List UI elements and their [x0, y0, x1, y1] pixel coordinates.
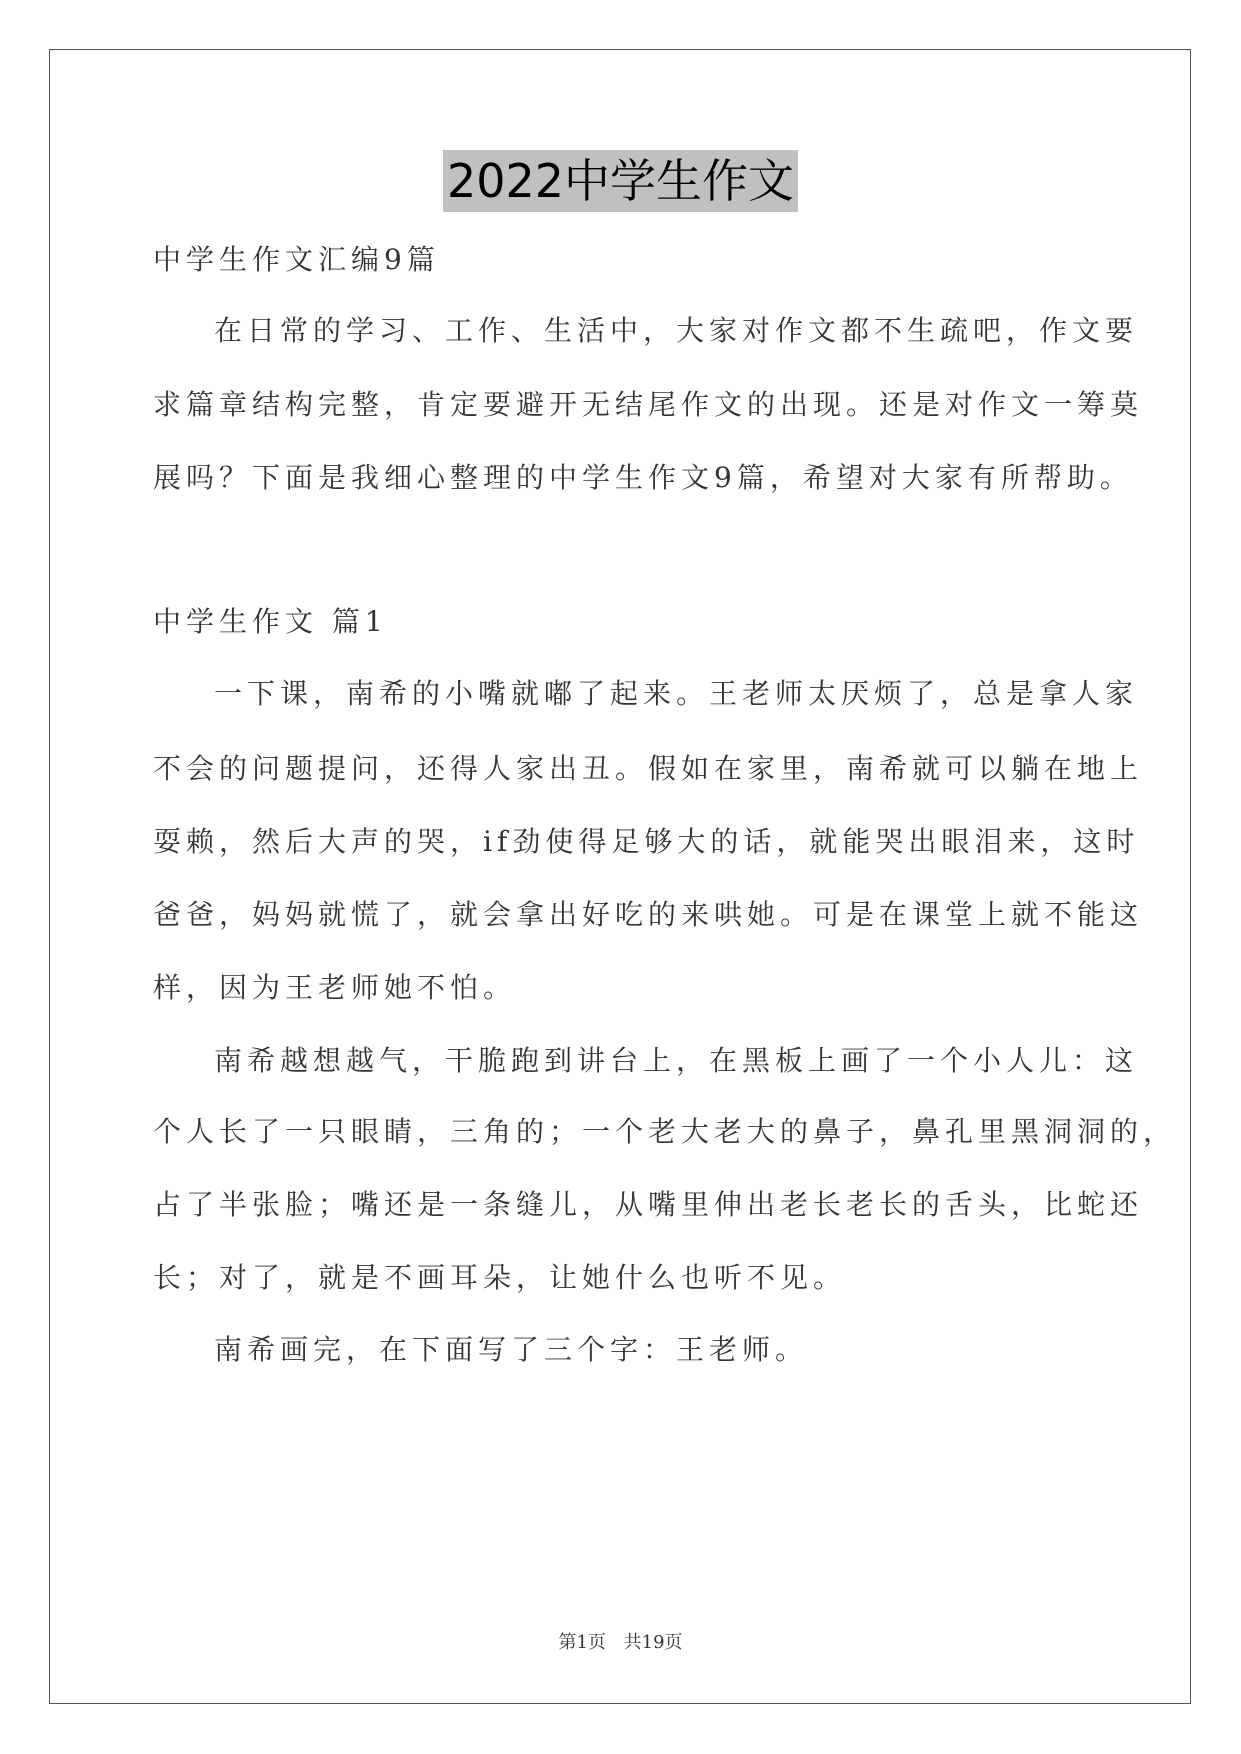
- document-title: 2022中学生作文: [443, 150, 798, 212]
- body-line: 南希画完，在下面写了三个字：王老师。: [214, 1333, 809, 1366]
- body-line: 不会的问题提问，还得人家出丑。假如在家里，南希就可以躺在地上: [153, 752, 1144, 785]
- intro-line: 在日常的学习、工作、生活中，大家对作文都不生疏吧，作文要: [214, 314, 1139, 347]
- collection-heading: 中学生作文汇编9篇: [153, 243, 440, 276]
- body-line: 个人长了一只眼睛，三角的；一个老大老大的鼻子，鼻孔里黑洞洞的，: [153, 1115, 1177, 1148]
- title-container: [0, 150, 1241, 212]
- body-line: 长；对了，就是不画耳朵，让她什么也听不见。: [153, 1261, 847, 1294]
- body-line: 南希越想越气，干脆跑到讲台上，在黑板上画了一个小人儿：这: [214, 1044, 1139, 1077]
- body-line: 样，因为王老师她不怕。: [153, 971, 517, 1004]
- page-total: 共19页: [623, 1632, 683, 1653]
- body-line: 耍赖，然后大声的哭，if劲使得足够大的话，就能哭出眼泪来，这时: [153, 825, 1140, 858]
- intro-line: 求篇章结构完整，肯定要避开无结尾作文的出现。还是对作文一筹莫: [153, 388, 1144, 421]
- body-line: 占了半张脸；嘴还是一条缝儿，从嘴里伸出老长老长的舌头，比蛇还: [153, 1188, 1144, 1221]
- intro-line: 展吗？下面是我细心整理的中学生作文9篇，希望对大家有所帮助。: [153, 461, 1133, 494]
- page-footer: [0, 1628, 1241, 1654]
- body-line: 爸爸，妈妈就慌了，就会拿出好吃的来哄她。可是在课堂上就不能这: [153, 898, 1144, 931]
- page-number: 第1页: [558, 1632, 606, 1653]
- page-border: [49, 49, 1191, 1704]
- body-line: 一下课，南希的小嘴就嘟了起来。王老师太厌烦了，总是拿人家: [214, 677, 1139, 710]
- section-heading: 中学生作文 篇1: [153, 605, 388, 638]
